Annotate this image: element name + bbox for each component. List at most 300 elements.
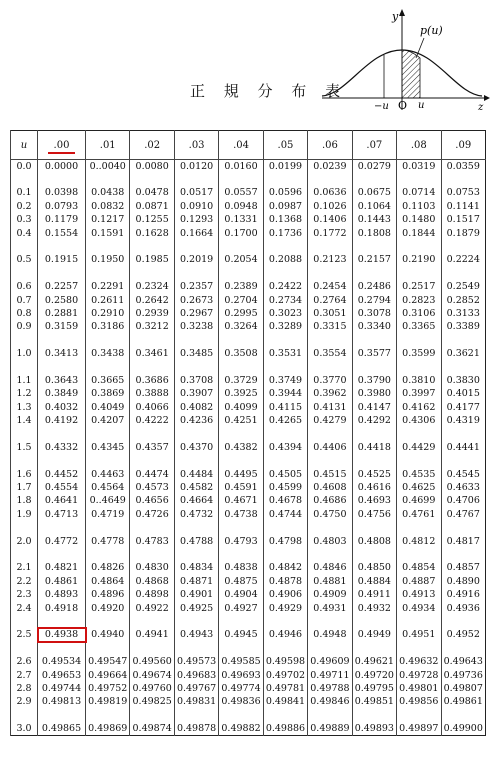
probability-cell: 0.4207	[86, 414, 130, 427]
spacer-cell	[397, 548, 441, 561]
probability-cell: 0.4821	[38, 561, 86, 574]
probability-cell: 0.49861	[441, 695, 486, 708]
probability-cell: 0.4945	[219, 628, 263, 641]
probability-cell: 0.49693	[219, 668, 263, 681]
u-value-cell: 2.1	[11, 561, 38, 574]
spacer-cell	[441, 642, 486, 655]
spacer-cell	[174, 615, 218, 628]
spacer-cell	[263, 709, 307, 722]
probability-cell: 0.4633	[441, 481, 486, 494]
probability-cell: 0.0080	[130, 160, 174, 173]
u-value-cell: 1.1	[11, 374, 38, 387]
probability-cell: 0.4948	[308, 628, 352, 641]
probability-cell: 0.49760	[130, 682, 174, 695]
probability-cell: 0.4554	[38, 481, 86, 494]
probability-cell: 0.4834	[174, 561, 218, 574]
probability-cell: 0.1103	[397, 200, 441, 213]
probability-cell: 0.4441	[441, 441, 486, 454]
u-value-cell: 1.9	[11, 508, 38, 521]
spacer-cell	[38, 240, 86, 253]
column-header-label: .03	[188, 139, 205, 151]
probability-cell: 0.4495	[219, 467, 263, 480]
probability-cell: 0.4131	[308, 401, 352, 414]
probability-cell: 0.1772	[308, 226, 352, 239]
table-row	[11, 494, 486, 507]
probability-cell: 0.0910	[174, 200, 218, 213]
probability-cell: 0.0636	[308, 186, 352, 199]
probability-cell: 0.3869	[86, 387, 130, 400]
probability-cell: 0.4656	[130, 494, 174, 507]
probability-cell: 0.4265	[263, 414, 307, 427]
probability-cell: 0.4887	[397, 575, 441, 588]
probability-cell: 0.4591	[219, 481, 263, 494]
probability-cell: 0.2157	[352, 253, 396, 266]
probability-cell: 0.49851	[352, 695, 396, 708]
probability-cell: 0.3106	[397, 307, 441, 320]
probability-cell: 0.49781	[263, 682, 307, 695]
spacer-cell	[130, 173, 174, 186]
spacer-row	[11, 360, 486, 373]
probability-cell: 0.49819	[86, 695, 130, 708]
spacer-cell	[130, 427, 174, 440]
shaded-area	[402, 50, 420, 98]
u-value-cell: 2.0	[11, 534, 38, 547]
probability-cell: 0.49683	[174, 668, 218, 681]
probability-cell: 0.0359	[441, 160, 486, 173]
spacer-cell	[86, 615, 130, 628]
probability-cell: 0.0948	[219, 200, 263, 213]
probability-cell: 0.4192	[38, 414, 86, 427]
table-row	[11, 655, 486, 668]
probability-cell: 0.2324	[130, 280, 174, 293]
probability-cell: 0.4625	[397, 481, 441, 494]
probability-cell: 0.4808	[352, 534, 396, 547]
table-row	[11, 575, 486, 588]
spacer-cell	[130, 642, 174, 655]
probability-cell: 0.2054	[219, 253, 263, 266]
spacer-cell	[86, 521, 130, 534]
probability-cell: 0.3621	[441, 347, 486, 360]
probability-cell: 0.4162	[397, 401, 441, 414]
header-row	[11, 131, 486, 160]
spacer-cell	[219, 427, 263, 440]
spacer-cell	[352, 642, 396, 655]
probability-cell: 0.3289	[263, 320, 307, 333]
probability-cell: 0.0987	[263, 200, 307, 213]
probability-cell: 0.4913	[397, 588, 441, 601]
probability-cell: 0.49831	[174, 695, 218, 708]
spacer-cell	[38, 360, 86, 373]
spacer-cell	[130, 521, 174, 534]
spacer-cell	[219, 454, 263, 467]
spacer-cell	[86, 334, 130, 347]
table-row	[11, 401, 486, 414]
spacer-cell	[308, 173, 352, 186]
spacer-cell	[11, 427, 38, 440]
probability-cell: 0.4901	[174, 588, 218, 601]
spacer-cell	[397, 267, 441, 280]
table-row	[11, 213, 486, 226]
probability-cell: 0.2764	[308, 293, 352, 306]
probability-cell: 0.3413	[38, 347, 86, 360]
probability-cell: 0.4936	[441, 601, 486, 614]
probability-cell: 0.49711	[308, 668, 352, 681]
spacer-cell	[441, 240, 486, 253]
probability-cell: 0.4292	[352, 414, 396, 427]
probability-cell: 0.2190	[397, 253, 441, 266]
probability-cell: 0.4788	[174, 534, 218, 547]
spacer-cell	[219, 548, 263, 561]
spacer-cell	[441, 615, 486, 628]
probability-cell: 0.0438	[86, 186, 130, 199]
column-header	[130, 131, 174, 160]
spacer-cell	[38, 642, 86, 655]
probability-cell: 0.4699	[397, 494, 441, 507]
probability-cell: 0.0478	[130, 186, 174, 199]
probability-cell: 0.1844	[397, 226, 441, 239]
probability-cell: 0.4706	[441, 494, 486, 507]
spacer-cell	[86, 642, 130, 655]
spacer-cell	[38, 267, 86, 280]
table-row	[11, 508, 486, 521]
spacer-cell	[219, 240, 263, 253]
probability-cell: 0.49720	[352, 668, 396, 681]
spacer-row	[11, 334, 486, 347]
u-value-cell: 2.2	[11, 575, 38, 588]
probability-cell: 0.4934	[397, 601, 441, 614]
probability-cell: 0.2939	[130, 307, 174, 320]
spacer-cell	[219, 267, 263, 280]
probability-cell: 0.4732	[174, 508, 218, 521]
spacer-cell	[174, 360, 218, 373]
column-header	[308, 131, 352, 160]
probability-cell: 0.4332	[38, 441, 86, 454]
column-header	[86, 131, 130, 160]
probability-cell: 0.3888	[130, 387, 174, 400]
probability-cell: 0.49702	[263, 668, 307, 681]
spacer-cell	[219, 360, 263, 373]
neg-u-label: −u	[374, 101, 389, 110]
probability-cell: 0.0398	[38, 186, 86, 199]
table-row	[11, 467, 486, 480]
table-row	[11, 374, 486, 387]
spacer-cell	[11, 454, 38, 467]
probability-cell: 0.2910	[86, 307, 130, 320]
column-header	[397, 131, 441, 160]
probability-cell: 0.2967	[174, 307, 218, 320]
probability-cell: 0.49573	[174, 655, 218, 668]
probability-cell: 0.4015	[441, 387, 486, 400]
probability-cell: 0.1443	[352, 213, 396, 226]
probability-cell: 0.0120	[174, 160, 218, 173]
spacer-cell	[441, 334, 486, 347]
spacer-cell	[174, 240, 218, 253]
x-axis-arrow	[484, 95, 490, 101]
spacer-cell	[130, 360, 174, 373]
column-header-label: .02	[144, 139, 161, 151]
table-row	[11, 293, 486, 306]
probability-cell: 0.1664	[174, 226, 218, 239]
u-value-cell: 0.4	[11, 226, 38, 239]
probability-cell: 0.49632	[397, 655, 441, 668]
probability-cell: 0.2123	[308, 253, 352, 266]
probability-cell: 0.3962	[308, 387, 352, 400]
probability-cell: 0.49767	[174, 682, 218, 695]
spacer-cell	[86, 173, 130, 186]
probability-cell: 0.4878	[263, 575, 307, 588]
probability-cell: 0.4918	[38, 601, 86, 614]
probability-cell: 0.4726	[130, 508, 174, 521]
spacer-row	[11, 427, 486, 440]
probability-cell: 0.3643	[38, 374, 86, 387]
probability-cell: 0.49728	[397, 668, 441, 681]
probability-cell: 0.4812	[397, 534, 441, 547]
probability-cell: 0.4236	[174, 414, 218, 427]
probability-cell: 0.4940	[86, 628, 130, 641]
spacer-cell	[219, 521, 263, 534]
column-header	[38, 131, 86, 160]
probability-cell: 0.4738	[219, 508, 263, 521]
spacer-cell	[38, 709, 86, 722]
probability-cell: 0.49621	[352, 655, 396, 668]
probability-cell: 0.4931	[308, 601, 352, 614]
table-row	[11, 200, 486, 213]
u-value-cell: 3.0	[11, 722, 38, 735]
u-value-cell: 1.0	[11, 347, 38, 360]
spacer-cell	[38, 427, 86, 440]
probability-cell: 0.4505	[263, 467, 307, 480]
spacer-cell	[130, 267, 174, 280]
spacer-cell	[263, 521, 307, 534]
probability-cell: 0.1026	[308, 200, 352, 213]
spacer-cell	[352, 267, 396, 280]
spacer-cell	[263, 334, 307, 347]
u-value-cell: 0.6	[11, 280, 38, 293]
probability-cell: 0.4515	[308, 467, 352, 480]
spacer-cell	[441, 521, 486, 534]
spacer-cell	[86, 240, 130, 253]
probability-cell: 0.3438	[86, 347, 130, 360]
probability-cell: 0.2734	[263, 293, 307, 306]
probability-cell: 0.49889	[308, 722, 352, 735]
probability-cell: 0.4941	[130, 628, 174, 641]
probability-cell: 0.1808	[352, 226, 396, 239]
table-row	[11, 387, 486, 400]
probability-cell: 0.4535	[397, 467, 441, 480]
spacer-cell	[130, 454, 174, 467]
probability-cell: 0.1517	[441, 213, 486, 226]
probability-cell: 0.4920	[86, 601, 130, 614]
probability-cell: 0.4049	[86, 401, 130, 414]
probability-cell: 0.49801	[397, 682, 441, 695]
spacer-cell	[308, 427, 352, 440]
probability-cell: 0.3729	[219, 374, 263, 387]
table-row	[11, 226, 486, 239]
spacer-cell	[352, 548, 396, 561]
probability-cell: 0.49774	[219, 682, 263, 695]
probability-cell: 0.4306	[397, 414, 441, 427]
table-body	[11, 160, 486, 736]
probability-cell: 0.4875	[219, 575, 263, 588]
table-row	[11, 695, 486, 708]
probability-cell: 0.4564	[86, 481, 130, 494]
spacer-cell	[219, 334, 263, 347]
probability-cell: 0.2580	[38, 293, 86, 306]
probability-cell: 0.4896	[86, 588, 130, 601]
u-value-cell: 1.3	[11, 401, 38, 414]
spacer-cell	[174, 173, 218, 186]
spacer-cell	[441, 427, 486, 440]
probability-cell: 0.4767	[441, 508, 486, 521]
u-value-cell: 2.3	[11, 588, 38, 601]
spacer-cell	[130, 240, 174, 253]
probability-cell: 0.0832	[86, 200, 130, 213]
spacer-cell	[11, 615, 38, 628]
spacer-cell	[397, 615, 441, 628]
column-header-label: .05	[277, 139, 294, 151]
spacer-cell	[352, 454, 396, 467]
spacer-cell	[219, 642, 263, 655]
probability-cell: 0.4545	[441, 467, 486, 480]
probability-cell: 0.4881	[308, 575, 352, 588]
probability-cell: 0.4817	[441, 534, 486, 547]
probability-cell: 0.3980	[352, 387, 396, 400]
probability-cell: 0.3212	[130, 320, 174, 333]
u-column-header: u	[11, 131, 38, 160]
probability-cell: 0.4772	[38, 534, 86, 547]
origin-label: O	[398, 99, 408, 110]
probability-cell: 0.0793	[38, 200, 86, 213]
probability-cell: 0.1368	[263, 213, 307, 226]
spacer-cell	[397, 427, 441, 440]
u-value-cell: 1.8	[11, 494, 38, 507]
probability-cell: 0.4484	[174, 467, 218, 480]
probability-cell: 0.2794	[352, 293, 396, 306]
probability-cell: 0.4842	[263, 561, 307, 574]
spacer-row	[11, 240, 486, 253]
spacer-cell	[352, 427, 396, 440]
spacer-cell	[397, 360, 441, 373]
probability-cell: 0.2852	[441, 293, 486, 306]
probability-cell: 0.4884	[352, 575, 396, 588]
probability-cell: 0.2823	[397, 293, 441, 306]
table-row	[11, 347, 486, 360]
spacer-cell	[11, 709, 38, 722]
probability-cell: 0.2257	[38, 280, 86, 293]
spacer-cell	[397, 334, 441, 347]
u-value-cell: 2.5	[11, 628, 38, 641]
table-row	[11, 628, 486, 641]
normal-curve-diagram	[318, 6, 490, 110]
probability-cell: 0.4394	[263, 441, 307, 454]
probability-cell: 0.4671	[219, 494, 263, 507]
highlighted-probability-cell: 0.4938	[38, 628, 86, 641]
probability-cell: 0.4616	[352, 481, 396, 494]
probability-cell: 0.4911	[352, 588, 396, 601]
x-axis-label: z	[478, 102, 484, 110]
probability-cell: 0.1915	[38, 253, 86, 266]
spacer-cell	[308, 454, 352, 467]
probability-cell: 0.1480	[397, 213, 441, 226]
probability-cell: 0.2704	[219, 293, 263, 306]
spacer-cell	[86, 360, 130, 373]
u-value-cell: 0.2	[11, 200, 38, 213]
table-row	[11, 186, 486, 199]
probability-cell: 0.4864	[86, 575, 130, 588]
probability-cell: 0.1736	[263, 226, 307, 239]
probability-cell: 0.4793	[219, 534, 263, 547]
probability-cell: 0.3686	[130, 374, 174, 387]
probability-cell: 0.3238	[174, 320, 218, 333]
probability-cell: 0.49752	[86, 682, 130, 695]
spacer-cell	[263, 427, 307, 440]
probability-cell: 0.49886	[263, 722, 307, 735]
probability-cell: 0.3315	[308, 320, 352, 333]
probability-cell: 0.49736	[441, 668, 486, 681]
u-value-cell: 1.4	[11, 414, 38, 427]
y-axis-arrow	[399, 9, 405, 16]
spacer-cell	[441, 709, 486, 722]
spacer-cell	[263, 454, 307, 467]
probability-cell: 0.4925	[174, 601, 218, 614]
u-value-cell: 2.7	[11, 668, 38, 681]
spacer-cell	[441, 360, 486, 373]
probability-cell: 0.4744	[263, 508, 307, 521]
probability-cell: 0.4783	[130, 534, 174, 547]
spacer-cell	[86, 454, 130, 467]
probability-cell: 0.1331	[219, 213, 263, 226]
probability-cell: 0.4608	[308, 481, 352, 494]
probability-cell: 0.2454	[308, 280, 352, 293]
table-row	[11, 601, 486, 614]
probability-cell: 0.3485	[174, 347, 218, 360]
spacer-cell	[308, 334, 352, 347]
spacer-cell	[130, 334, 174, 347]
probability-cell: 0.3365	[397, 320, 441, 333]
y-axis-label: y	[392, 10, 399, 23]
u-value-cell: 2.8	[11, 682, 38, 695]
probability-cell: 0.3830	[441, 374, 486, 387]
column-header-label: .09	[455, 139, 472, 151]
spacer-cell	[38, 173, 86, 186]
probability-cell: 0.0675	[352, 186, 396, 199]
probability-cell: 0.4066	[130, 401, 174, 414]
probability-cell: 0.4952	[441, 628, 486, 641]
spacer-cell	[308, 615, 352, 628]
table-row	[11, 588, 486, 601]
probability-cell: 0.4838	[219, 561, 263, 574]
probability-cell: 0.4927	[219, 601, 263, 614]
probability-cell: 0.4582	[174, 481, 218, 494]
probability-cell: 0.49841	[263, 695, 307, 708]
probability-cell: 0.4761	[397, 508, 441, 521]
probability-cell: 0.0239	[308, 160, 352, 173]
probability-cell: 0.3849	[38, 387, 86, 400]
spacer-cell	[38, 521, 86, 534]
u-value-cell: 0.8	[11, 307, 38, 320]
spacer-cell	[174, 709, 218, 722]
probability-cell: 0.4147	[352, 401, 396, 414]
probability-cell: 0.4099	[219, 401, 263, 414]
probability-cell: 0.1217	[86, 213, 130, 226]
spacer-row	[11, 615, 486, 628]
probability-cell: 0.4713	[38, 508, 86, 521]
probability-cell: 0.2486	[352, 280, 396, 293]
spacer-cell	[174, 642, 218, 655]
probability-cell: 0.4906	[263, 588, 307, 601]
column-header	[263, 131, 307, 160]
spacer-cell	[441, 173, 486, 186]
